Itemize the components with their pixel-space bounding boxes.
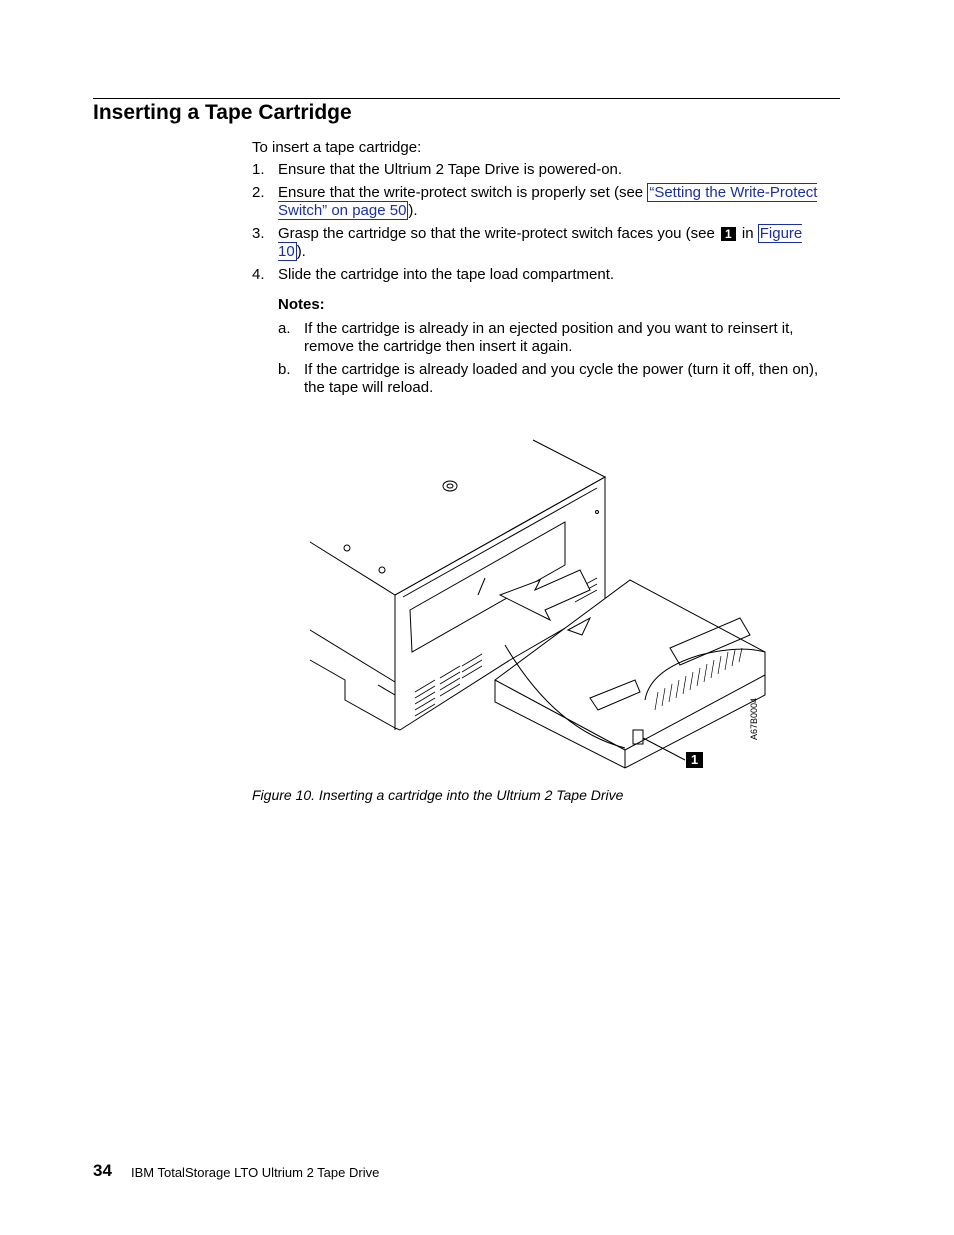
figure-caption: Figure 10. Inserting a cartridge into the Ultrium 2 Tape Drive bbox=[252, 787, 624, 803]
notes-list bbox=[278, 320, 833, 402]
list-item bbox=[252, 161, 832, 179]
step-text: ). bbox=[408, 202, 418, 219]
step-text: ). bbox=[296, 243, 306, 260]
list-item bbox=[252, 225, 832, 261]
list-item bbox=[278, 361, 833, 397]
section-rule bbox=[93, 98, 840, 99]
step-number: 1. bbox=[252, 161, 265, 178]
step-text: Ensure that the Ultrium 2 Tape Drive is powered-on. bbox=[278, 161, 623, 178]
step-text: in bbox=[737, 225, 758, 242]
page-number: 34 bbox=[93, 1161, 112, 1180]
list-item bbox=[278, 320, 833, 356]
step-text: Slide the cartridge into the tape load compartment. bbox=[278, 266, 615, 283]
step-text: Ensure that the write-protect switch is properly set (see bbox=[278, 184, 648, 201]
intro-text: To insert a tape cartridge: bbox=[252, 139, 422, 156]
note-text: If the cartridge is already loaded and you cycle the power (turn it off, then on), the tape will reload. bbox=[304, 361, 819, 396]
step-text: Grasp the cartridge so that the write-protect switch faces you (see bbox=[278, 225, 720, 242]
section-title: Inserting a Tape Cartridge bbox=[93, 101, 352, 124]
step-number: 3. bbox=[252, 225, 265, 242]
list-item bbox=[252, 266, 832, 284]
steps-list bbox=[252, 161, 832, 289]
note-label: a. bbox=[278, 320, 291, 337]
figure-code: A67B0004 bbox=[749, 697, 759, 740]
footer-title: IBM TotalStorage LTO Ultrium 2 Tape Drive bbox=[131, 1165, 380, 1180]
step-number: 4. bbox=[252, 266, 265, 283]
note-text: If the cartridge is already in an ejected position and you want to reinsert it, remove the cartridge then insert it again. bbox=[304, 320, 794, 355]
step-number: 2. bbox=[252, 184, 265, 201]
write-protect-link[interactable]: “Setting the Write-Protect Switch” on page 50 bbox=[278, 184, 818, 219]
notes-title: Notes: bbox=[278, 296, 325, 313]
figure-callout-badge: 1 bbox=[686, 752, 703, 768]
callout-badge: 1 bbox=[721, 227, 736, 241]
note-label: b. bbox=[278, 361, 291, 378]
cartridge-insertion-illustration bbox=[300, 430, 800, 780]
list-item bbox=[252, 184, 832, 220]
figure-10-link[interactable]: Figure 10 bbox=[278, 225, 803, 260]
